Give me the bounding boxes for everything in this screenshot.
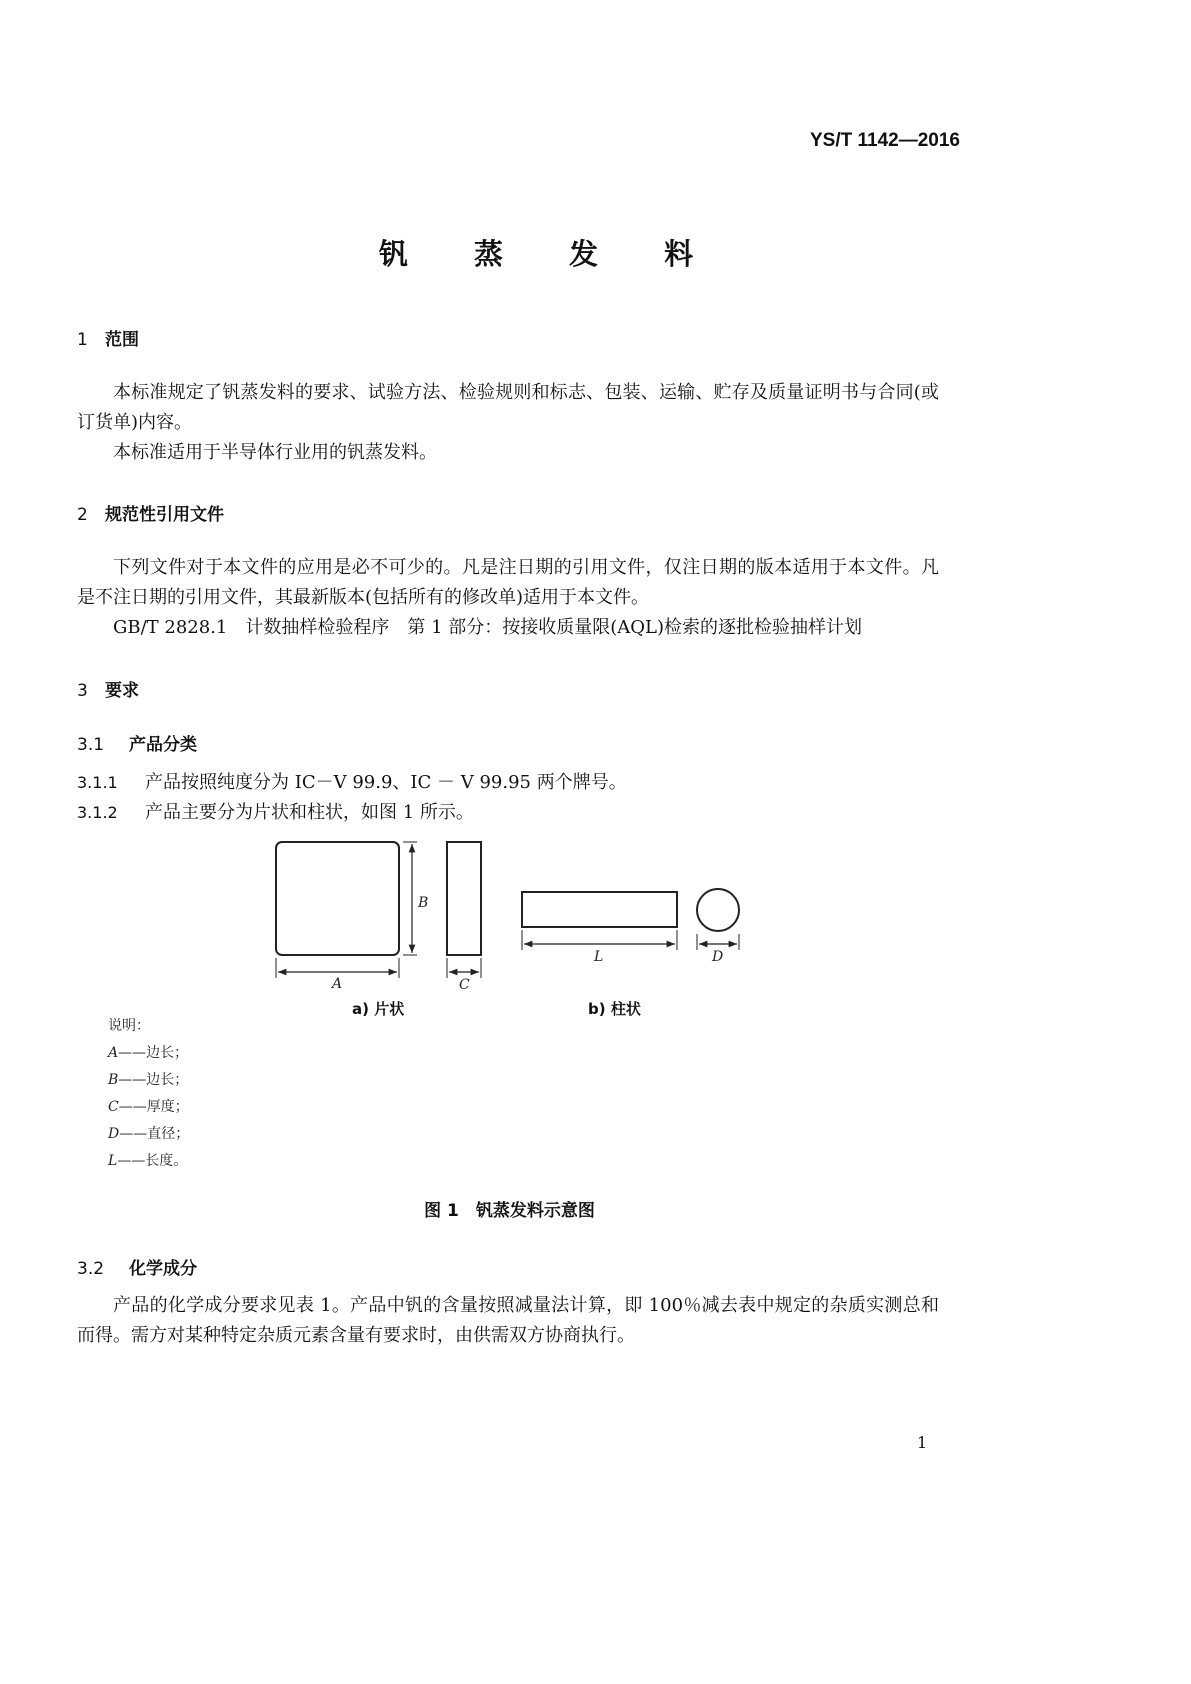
section-1-heading [77, 325, 139, 350]
clause-3-1-1-number: 3.1.1 [77, 773, 118, 792]
section-2-title: 规范性引用文件 [105, 505, 224, 525]
legend-item-l [108, 1148, 189, 1175]
figure-1-title: 图 1 钒蒸发料示意图 [424, 1201, 595, 1221]
legend-symbol: A [108, 1045, 119, 1061]
section-3-1-number: 3.1 [77, 735, 105, 755]
standard-code: YS/T 1142—2016 [810, 130, 960, 151]
dim-l-label: L [594, 949, 604, 965]
clause-3-1-2-number: 3.1.2 [77, 803, 118, 822]
document-title: 钒 蒸 发 料 [378, 237, 722, 271]
legend-text: ——长度。 [117, 1153, 188, 1169]
rod-side-shape [522, 892, 677, 927]
section-3-2-number: 3.2 [77, 1259, 105, 1279]
dim-d-label: D [712, 949, 724, 965]
legend-item-d [108, 1121, 189, 1148]
legend-symbol: D [108, 1126, 120, 1142]
dim-b-label: B [418, 895, 429, 911]
section-3-2-heading [77, 1254, 197, 1279]
section-3-2-paragraph: 产品的化学成分要求见表 1。产品中钒的含量按照减量法计算，即 100％减去表中规定的杂质实测总和而得。需方对某种特定杂质元素含量有要求时，由供需双方协商执行。 [77, 1295, 939, 1346]
figure-caption-a: a) 片状 [352, 1000, 405, 1018]
legend-symbol: C [108, 1099, 119, 1115]
legend-symbol: L [108, 1153, 118, 1169]
plate-face-shape [276, 842, 399, 955]
normative-reference: GB/T 2828.1 计数抽样检验程序 第 1 部分：按接收质量限(AQL)检索的逐批检验抽样计划 [113, 617, 863, 638]
clause-3-1-1-text: 产品按照纯度分为 IC－V 99.9、IC － V 99.95 两个牌号。 [145, 772, 627, 793]
section-2-heading [77, 500, 224, 525]
legend-item-a [108, 1040, 189, 1067]
legend-text: ——边长； [118, 1045, 189, 1061]
dim-c-label: C [459, 977, 470, 993]
section-3-1-title: 产品分类 [129, 735, 197, 755]
section-3-1-heading [77, 730, 197, 755]
section-3-title: 要求 [105, 681, 139, 701]
section-2-paragraph-1: 下列文件对于本文件的应用是必不可少的。凡是注日期的引用文件，仅注日期的版本适用于本文件。凡是不注日期的引用文件，其最新版本(包括所有的修改单)适用于本文件。 [77, 557, 939, 608]
legend-text: ——厚度； [118, 1099, 189, 1115]
plate-side-shape [447, 842, 481, 955]
clause-3-1-2 [77, 798, 474, 828]
legend-symbol: B [108, 1072, 119, 1088]
page-number: 1 [917, 1433, 928, 1452]
section-2-number: 2 [77, 505, 88, 525]
section-3-heading [77, 676, 139, 701]
figure-1-drawing [260, 830, 760, 1000]
legend-text: ——直径； [119, 1126, 190, 1142]
legend-item-c [108, 1094, 189, 1121]
rod-end-shape [697, 889, 739, 931]
clause-3-1-2-text: 产品主要分为片状和柱状，如图 1 所示。 [145, 802, 474, 823]
section-3-2-title: 化学成分 [129, 1259, 197, 1279]
figure-caption-b: b) 柱状 [588, 1000, 641, 1018]
section-1-number: 1 [77, 330, 88, 350]
figure-legend [108, 1013, 189, 1175]
legend-item-b [108, 1067, 189, 1094]
section-1-paragraph-2: 本标准适用于半导体行业用的钒蒸发料。 [113, 442, 437, 463]
dim-a-label: A [332, 976, 343, 992]
clause-3-1-1 [77, 768, 627, 798]
legend-title: 说明： [108, 1018, 150, 1034]
legend-text: ——边长； [118, 1072, 189, 1088]
section-1-title: 范围 [105, 330, 139, 350]
section-1-paragraph-1: 本标准规定了钒蒸发料的要求、试验方法、检验规则和标志、包装、运输、贮存及质量证明书与合同(或订货单)内容。 [77, 382, 939, 433]
section-3-number: 3 [77, 681, 88, 701]
